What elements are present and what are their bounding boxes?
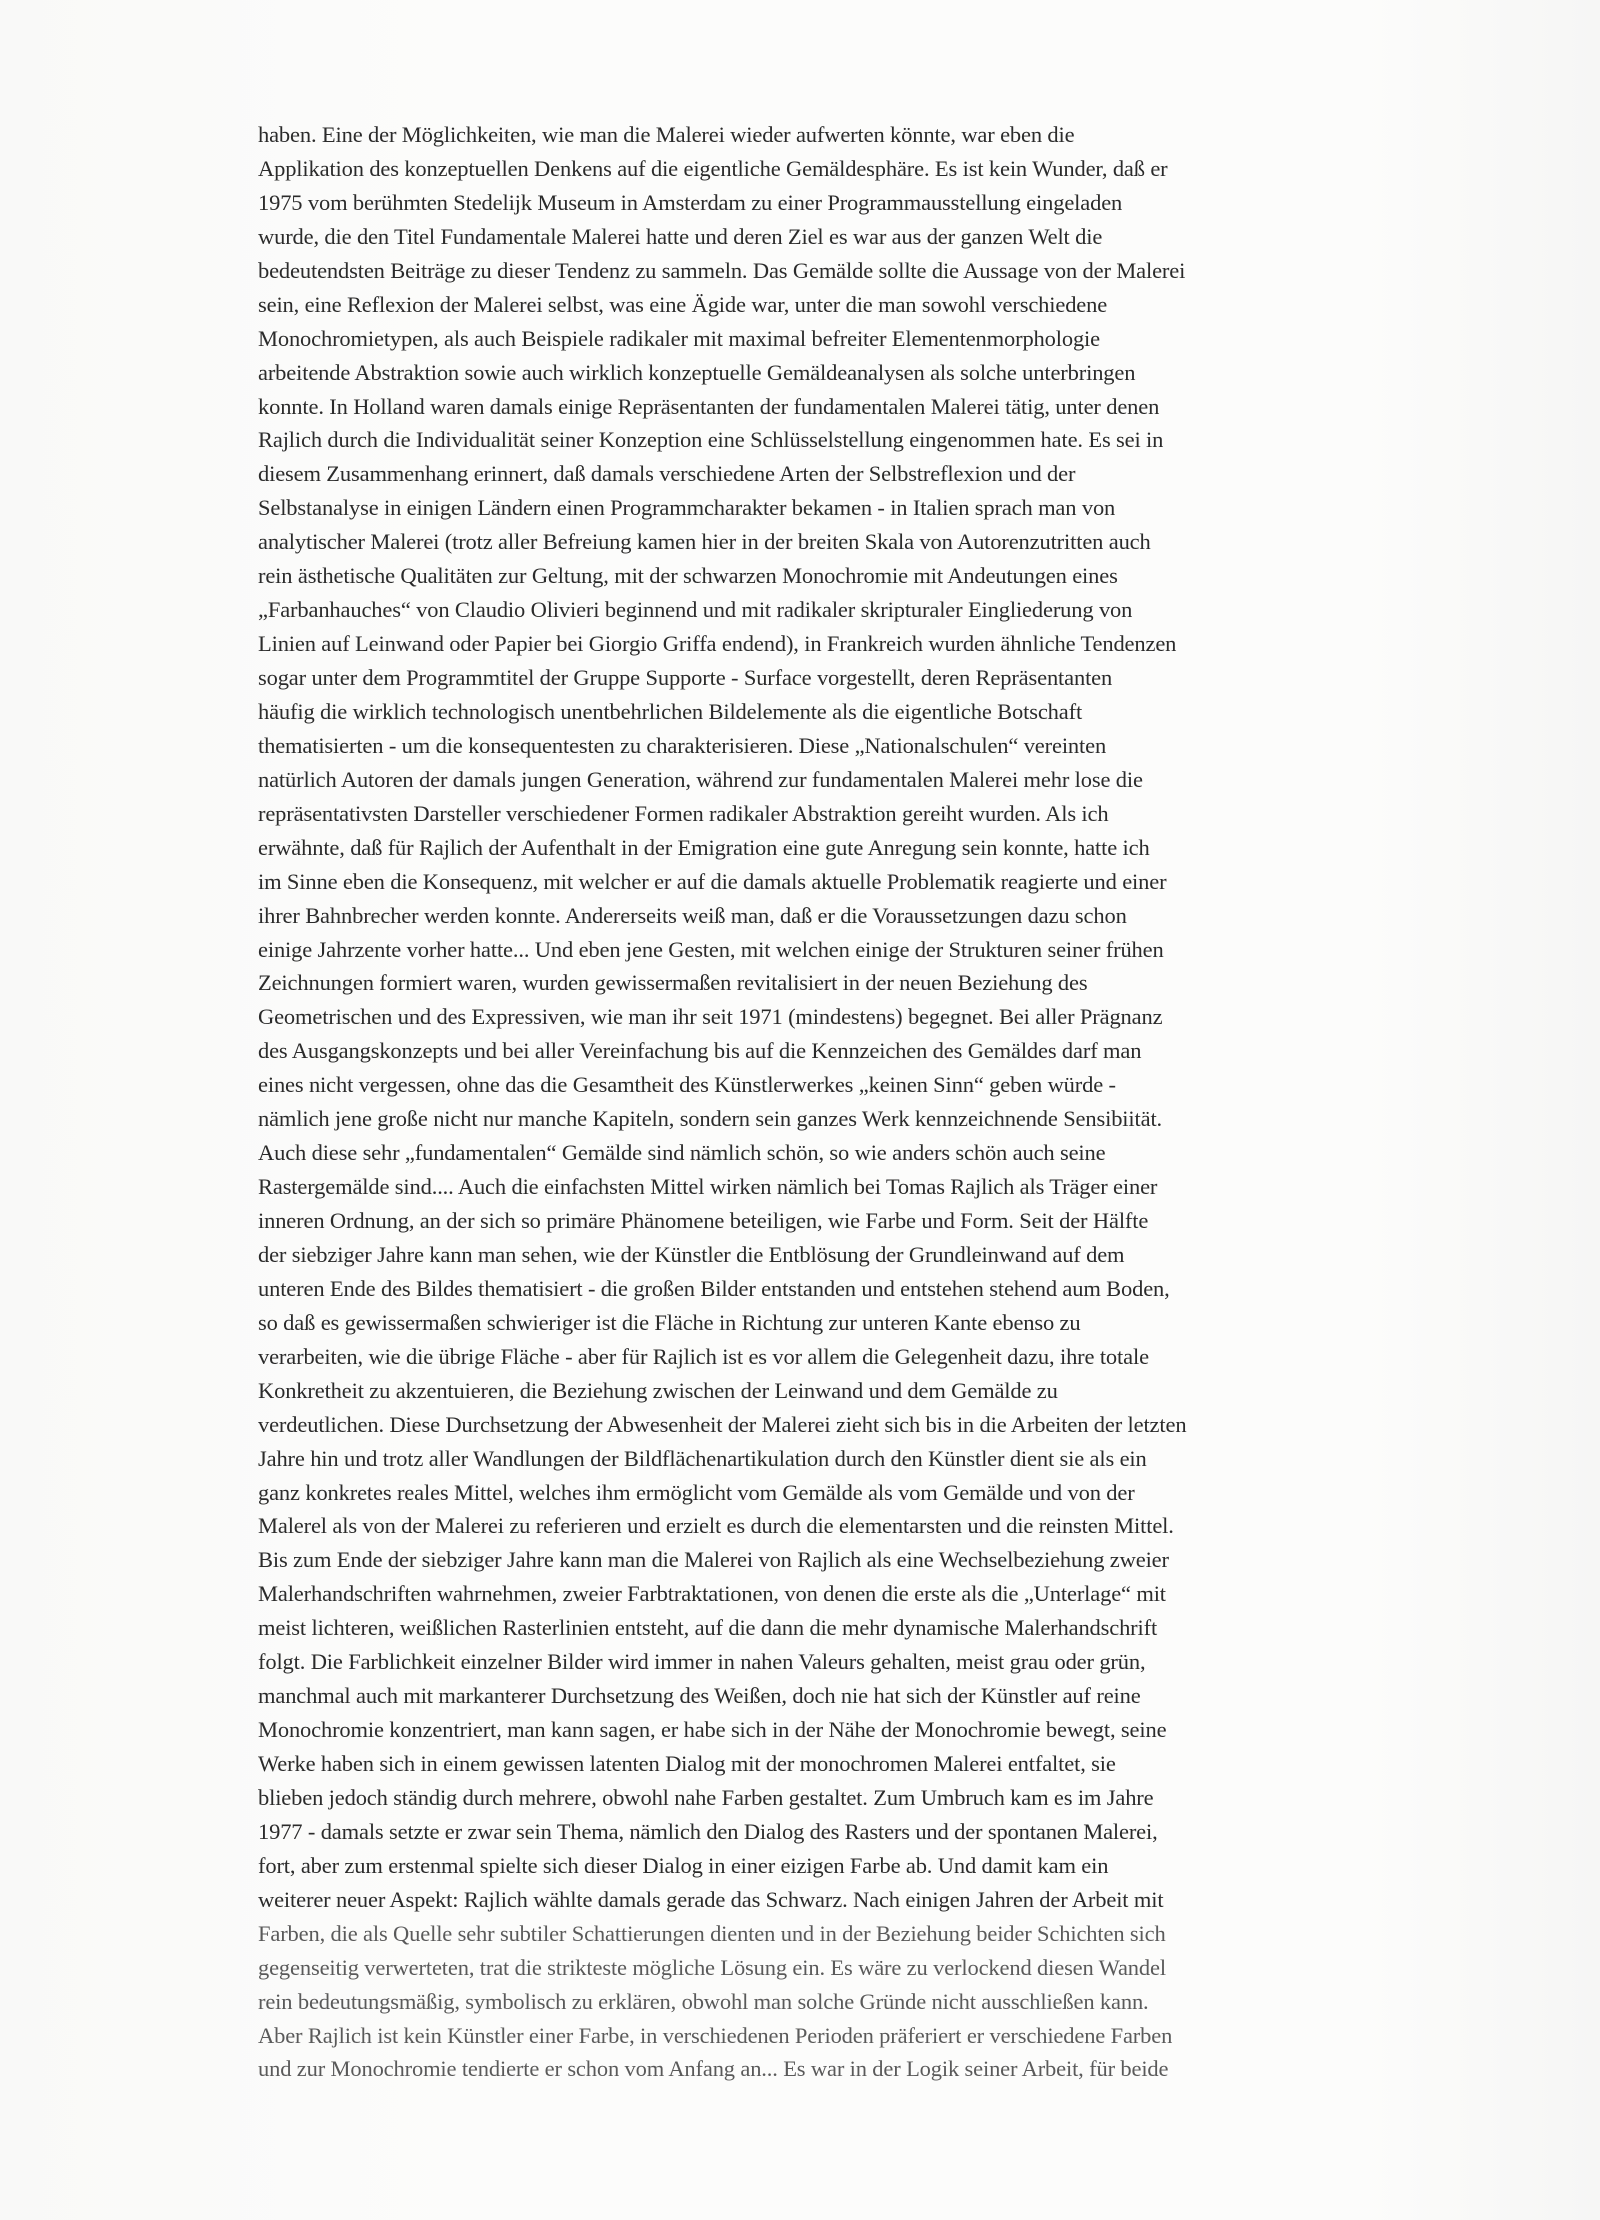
text-line: wurde, die den Titel Fundamentale Malerei hatte und deren Ziel es war aus der ganzen Welt die bbox=[258, 223, 1103, 249]
text-line: 1975 vom berühmten Stedelijk Museum in Amsterdam zu einer Programmausstellung eingeladen bbox=[258, 189, 1123, 215]
text-line: Malerel als von der Malerei zu referieren und erzielt es durch die elementarsten und die reinsten Mittel. bbox=[258, 1513, 1174, 1539]
text-line: Geometrischen und des Expressiven, wie man ihr seit 1971 (mindestens) begegnet. Bei aller Prägnanz bbox=[258, 1004, 1163, 1030]
text-line: verdeutlichen. Diese Durchsetzung der Abwesenheit der Malerei zieht sich bis in die Arbeiten der letzten bbox=[258, 1411, 1187, 1437]
text-line: Auch diese sehr „fundamentalen“ Gemälde sind nämlich schön, so wie anders schön auch seine bbox=[258, 1140, 1106, 1166]
text-line: nämlich jene große nicht nur manche Kapiteln, sondern sein ganzes Werk kennzeichnende Sensibiität. bbox=[258, 1106, 1163, 1132]
text-line: gegenseitig verwerteten, trat die strikteste mögliche Lösung ein. Es wäre zu verlockend diesen Wandel bbox=[258, 1954, 1166, 1980]
text-line: natürlich Autoren der damals jungen Generation, während zur fundamentalen Malerei mehr lose die bbox=[258, 766, 1143, 792]
text-line: eines nicht vergessen, ohne das die Gesamtheit des Künstlerwerkes „keinen Sinn“ geben würde - bbox=[258, 1072, 1116, 1098]
text-line: und zur Monochromie tendierte er schon vom Anfang an... Es war in der Logik seiner Arbeit, für beide bbox=[258, 2056, 1169, 2082]
text-line: erwähnte, daß für Rajlich der Aufenthalt in der Emigration eine gute Anregung sein konnte, hatte ich bbox=[258, 834, 1150, 860]
text-line: im Sinne eben die Konsequenz, mit welcher er auf die damals aktuelle Problematik reagierte und einer bbox=[258, 868, 1167, 894]
text-line: Werke haben sich in einem gewissen latenten Dialog mit der monochromen Malerei entfaltet, sie bbox=[258, 1751, 1116, 1776]
text-line: thematisierten - um die konsequentesten zu charakterisieren. Diese „Nationalschulen“ vereinten bbox=[258, 732, 1107, 758]
text-line: arbeitende Abstraktion sowie auch wirklich konzeptuelle Gemäldeanalysen als solche unterbringen bbox=[258, 359, 1136, 385]
text-line: Konkretheit zu akzentuieren, die Beziehung zwischen der Leinwand und dem Gemälde zu bbox=[258, 1377, 1058, 1403]
text-line: rein bedeutungsmäßig, symbolisch zu erklären, obwohl man solche Gründe nicht ausschließen kann. bbox=[258, 1988, 1149, 2014]
text-line: haben. Eine der Möglichkeiten, wie man die Malerei wieder aufwerten könnte, war eben die bbox=[258, 122, 1075, 147]
text-line: ganz konkretes reales Mittel, welches ihm ermöglicht vom Gemälde als vom Gemälde und von der bbox=[258, 1479, 1135, 1505]
text-line: diesem Zusammenhang erinnert, daß damals verschiedene Arten der Selbstreflexion und der bbox=[258, 461, 1076, 487]
text-line: verarbeiten, wie die übrige Fläche - aber für Rajlich ist es vor allem die Gelegenheit dazu, ihre totale bbox=[258, 1343, 1149, 1369]
text-line: häufig die wirklich technologisch unentbehrlichen Bildelemente als die eigentliche Botschaft bbox=[258, 698, 1083, 724]
article-body bbox=[258, 118, 1288, 2086]
text-line: manchmal auch mit markanterer Durchsetzung des Weißen, doch nie hat sich der Künstler auf reine bbox=[258, 1683, 1141, 1709]
text-line: des Ausgangskonzepts und bei aller Vereinfachung bis auf die Kennzeichen des Gemäldes darf man bbox=[258, 1038, 1142, 1064]
text-line: Bis zum Ende der siebziger Jahre kann man die Malerei von Rajlich als eine Wechselbeziehung zweier bbox=[258, 1547, 1169, 1573]
text-line: konnte. In Holland waren damals einige Repräsentanten der fundamentalen Malerei tätig, unter denen bbox=[258, 393, 1160, 419]
text-line: Rastergemälde sind.... Auch die einfachsten Mittel wirken nämlich bei Tomas Rajlich als Träger einer bbox=[258, 1174, 1158, 1200]
text-line: Zeichnungen formiert waren, wurden gewissermaßen revitalisiert in der neuen Beziehung des bbox=[258, 970, 1088, 996]
text-line: einige Jahrzente vorher hatte... Und eben jene Gesten, mit welchen einige der Strukturen seiner frühen bbox=[258, 936, 1164, 962]
text-line: sogar unter dem Programmtitel der Gruppe Supporte - Surface vorgestellt, deren Repräsentanten bbox=[258, 665, 1113, 690]
text-line: blieben jedoch ständig durch mehrere, obwohl nahe Farben gestaltet. Zum Umbruch kam es im Jahre bbox=[258, 1784, 1154, 1810]
text-line: 1977 - damals setzte er zwar sein Thema, nämlich den Dialog des Rasters und der spontanen Malerei, bbox=[258, 1818, 1158, 1844]
text-line: so daß es gewissermaßen schwieriger ist die Fläche in Richtung zur unteren Kante ebenso zu bbox=[258, 1309, 1081, 1335]
text-line: repräsentativsten Darsteller verschiedener Formen radikaler Abstraktion gereiht wurden. Als ich bbox=[258, 800, 1109, 826]
text-line: sein, eine Reflexion der Malerei selbst, was eine Ägide war, unter die man sowohl verschiedene bbox=[258, 291, 1108, 317]
text-line: Aber Rajlich ist kein Künstler einer Farbe, in verschiedenen Perioden präferiert er verschiedene Farben bbox=[258, 2022, 1173, 2048]
text-line: Linien auf Leinwand oder Papier bei Giorgio Griffa endend), in Frankreich wurden ähnliche Tendenzen bbox=[258, 631, 1177, 657]
text-line: ihrer Bahnbrecher werden konnte. Andererseits weiß man, daß er die Voraussetzungen dazu schon bbox=[258, 902, 1127, 928]
text-line: Malerhandschriften wahrnehmen, zweier Farbtraktationen, von denen die erste als die „Unterlage“ mit bbox=[258, 1581, 1166, 1607]
text-line: rein ästhetische Qualitäten zur Geltung, mit der schwarzen Monochromie mit Andeutungen eines bbox=[258, 563, 1118, 589]
text-line: Farben, die als Quelle sehr subtiler Schattierungen dienten und in der Beziehung beider Schichten sich bbox=[258, 1920, 1166, 1946]
text-line: meist lichteren, weißlichen Rasterlinien entsteht, auf die dann die mehr dynamische Malerhandschrift bbox=[258, 1615, 1158, 1641]
text-line: folgt. Die Farblichkeit einzelner Bilder wird immer in nahen Valeurs gehalten, meist grau oder grün, bbox=[258, 1649, 1146, 1675]
text-line: Jahre hin und trotz aller Wandlungen der Bildflächenartikulation durch den Künstler dient sie als ein bbox=[258, 1445, 1147, 1471]
text-line: Monochromietypen, als auch Beispiele radikaler mit maximal befreiter Elementenmorphologie bbox=[258, 325, 1100, 351]
text-line: weiterer neuer Aspekt: Rajlich wählte damals gerade das Schwarz. Nach einigen Jahren der Arbeit mit bbox=[258, 1886, 1164, 1912]
text-line: Selbstanalyse in einigen Ländern einen Programmcharakter bekamen - in Italien sprach man von bbox=[258, 495, 1116, 521]
text-line: Applikation des konzeptuellen Denkens auf die eigentliche Gemäldesphäre. Es ist kein Wunder, daß er bbox=[258, 155, 1168, 181]
text-line: inneren Ordnung, an der sich so primäre Phänomene beteiligen, wie Farbe und Form. Seit der Hälfte bbox=[258, 1208, 1149, 1233]
text-line: bedeutendsten Beiträge zu dieser Tendenz zu sammeln. Das Gemälde sollte die Aussage von der Malerei bbox=[258, 257, 1186, 283]
text-line: „Farbanhauches“ von Claudio Olivieri beginnend und mit radikaler skripturaler Eingliederung von bbox=[258, 597, 1133, 623]
text-line: analytischer Malerei (trotz aller Befreiung kamen hier in der breiten Skala von Autorenzutritten auch bbox=[258, 529, 1151, 555]
text-line: fort, aber zum erstenmal spielte sich dieser Dialog in einer eizigen Farbe ab. Und damit kam ein bbox=[258, 1852, 1109, 1878]
text-line: Monochromie konzentriert, man kann sagen, er habe sich in der Nähe der Monochromie bewegt, seine bbox=[258, 1717, 1167, 1743]
text-line: Rajlich durch die Individualität seiner Konzeption eine Schlüsselstellung eingenommen hate. Es sei in bbox=[258, 427, 1164, 453]
text-line: der siebziger Jahre kann man sehen, wie der Künstler die Entblösung der Grundleinwand auf dem bbox=[258, 1241, 1125, 1267]
text-line: unteren Ende des Bildes thematisiert - die großen Bilder entstanden und entstehen stehend aum Boden, bbox=[258, 1275, 1170, 1301]
